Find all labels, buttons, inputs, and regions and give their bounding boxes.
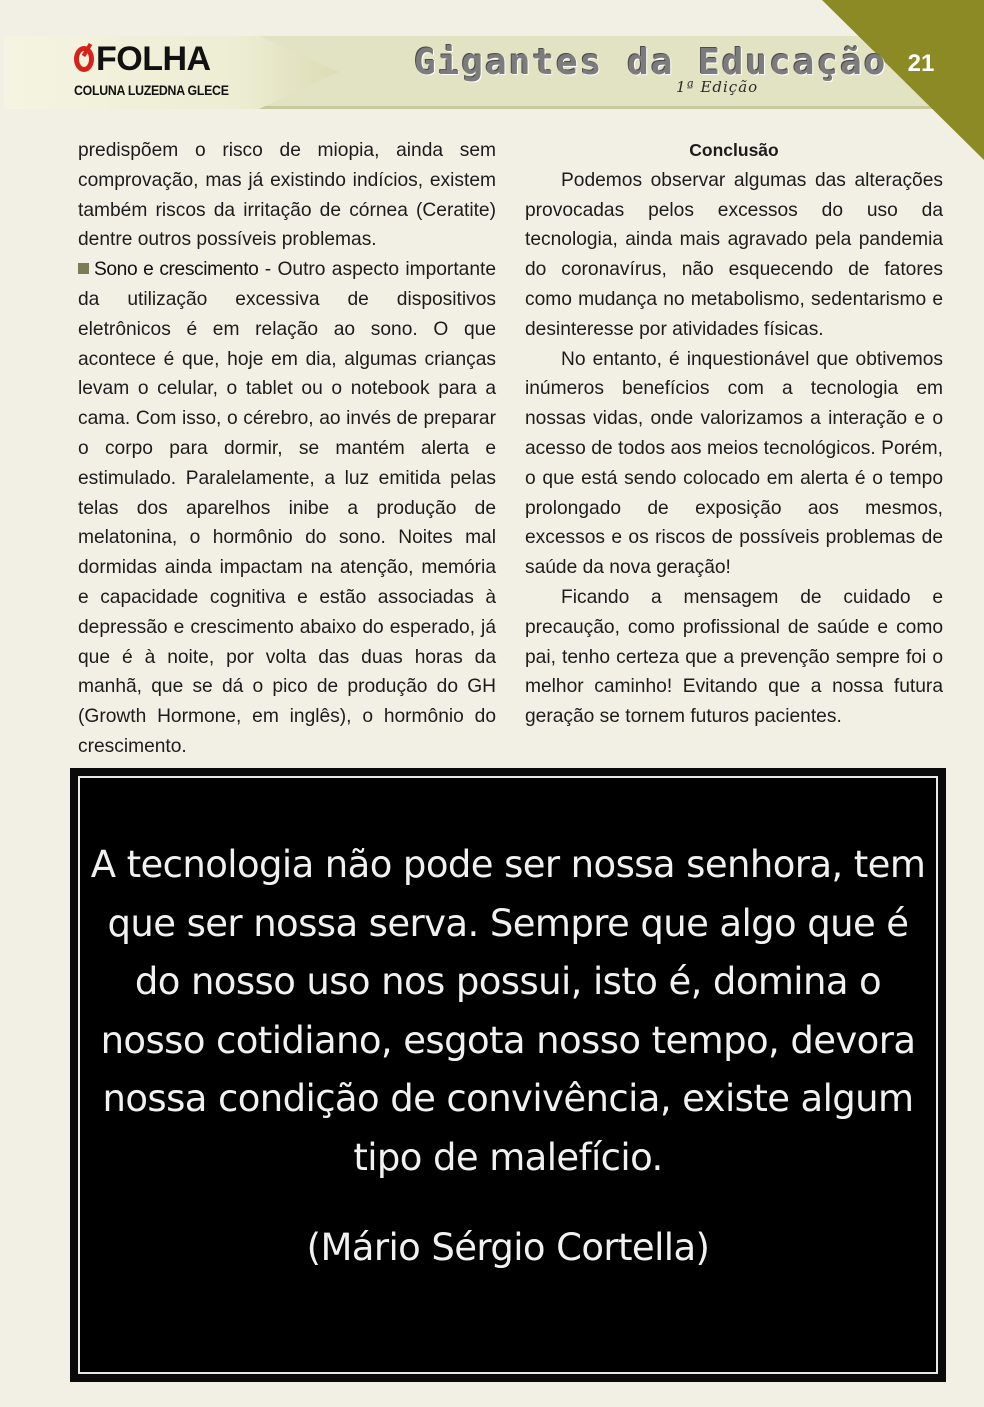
logo-text: FOLHA: [96, 40, 211, 78]
conclusion-paragraph-3: Ficando a mensagem de cuidado e precaução, como profissional de saúde e como pai, tenho certeza que a prevenção sempre foi o melhor caminho! Evitando que a nossa futura geração se tornem futuros pacientes.: [525, 586, 943, 728]
quote-frame: [78, 776, 938, 1374]
conclusion-heading: Conclusão: [689, 140, 779, 160]
column-name: COLUNA LUZEDNA GLECE: [74, 82, 229, 98]
conclusion-paragraph-1: Podemos observar algumas das alterações provocadas pelos excessos do uso da tecnologia, ainda mais agravado pela pandemia do coronavírus, não esquecendo de fatores como mudança no metabolismo, sedentarismo e desinteresse por atividades físicas.: [525, 169, 943, 340]
conclusion-paragraph-2: No entanto, é inquestionável que obtivemos inúmeros benefícios com a tecnologia em nossas vidas, onde valorizamos a interação e o acesso de todos aos meios tecnológicos. Porém, o que está sendo colocado em alerta é o tempo prolongado de exposição aos mesmos, excessos e os riscos de possíveis problemas de saúde da nova geração!: [525, 348, 943, 579]
paragraph-sleep-body: - Outro aspecto importante da utilização excessiva de dispositivos eletrônicos é em relação ao sono. O que acontece é que, hoje em dia, algumas crianças levam o celular, o tablet ou o notebook para a cama. Com isso, o cérebro, ao invés de preparar o corpo para dormir, se mantém alerta e estimulado. Paralelamente, a luz emitida pelas telas dos aparelhos inibe a produção de melatonina, o hormônio do sono. Noites mal dormidas ainda impactam na atenção, memória e capacidade cognitiva e estão associadas à depressão e crescimento abaixo do esperado, já que é à noite, por volta das duas horas da manhã, que se dá o pico de produção do GH (Growth Hormone, em inglês), o hormônio do crescimento.: [78, 259, 496, 757]
square-bullet-icon: [78, 263, 89, 274]
section-lead: Sono e crescimento: [94, 259, 259, 281]
newspaper-logo: [74, 42, 250, 98]
quote-author: (Mário Sérgio Cortella): [306, 1226, 710, 1269]
magazine-title: Gigantes da Educação: [414, 42, 888, 83]
article-right-column: [525, 136, 943, 732]
edition-label: 1ª Edição: [676, 78, 759, 96]
paragraph-myopia: predispõem o risco de miopia, ainda sem comprovação, mas já existindo indícios, existem também riscos da irritação de córnea (Ceratite) dentre outros possíveis problemas.: [78, 140, 496, 251]
logo-o-mark: [74, 46, 94, 72]
quote-text: A tecnologia não pode ser nossa senhora, tem que ser nossa serva. Sempre que algo que é do nosso uso nos possui, isto é, domina o nosso cotidiano, esgota nosso tempo, devora nossa condição de convivência, existe algum tipo de malefício.: [90, 843, 926, 1179]
quote-box: [70, 768, 946, 1382]
paragraph-sleep: [78, 255, 496, 762]
article-left-column: [78, 136, 496, 762]
page-number: 21: [907, 50, 935, 77]
